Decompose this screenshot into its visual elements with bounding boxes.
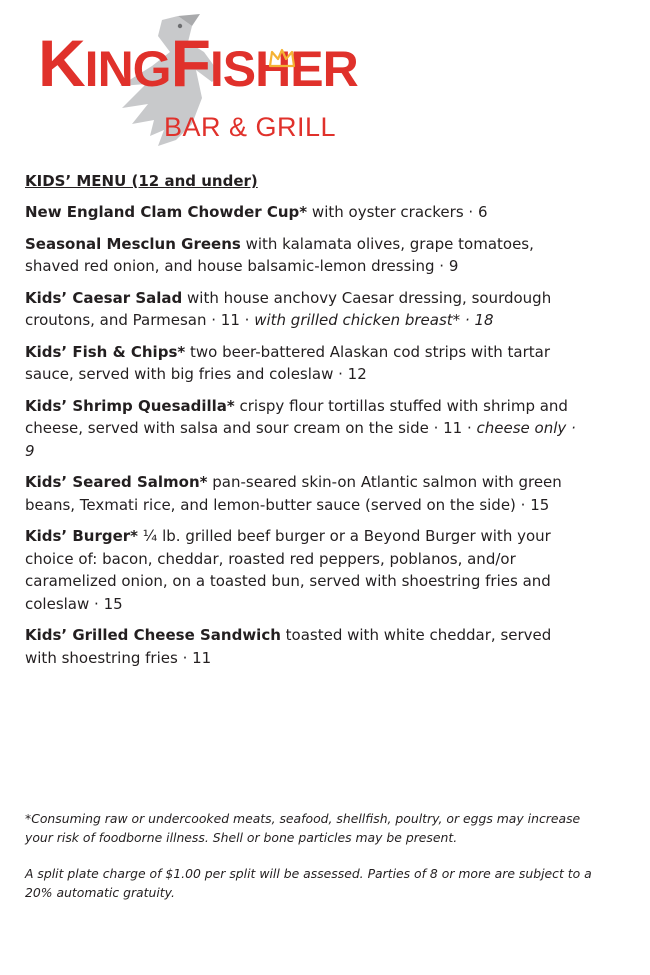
item-description: with oyster crackers · 6 — [307, 203, 488, 221]
menu-item — [25, 233, 585, 278]
consumption-advisory: *Consuming raw or undercooked meats, seafood, shellfish, poultry, or eggs may increase your risk of foodborne illness. Shell or bone particles may be present. — [25, 811, 581, 845]
item-name: Kids’ Burger* — [25, 527, 139, 545]
menu-title: KIDS’ MENU (12 and under) — [25, 172, 258, 190]
item-description: pan-seared skin-on Atlantic salmon with green beans, Texmati rice, and lemon-butter sauce (served on the side) · 15 — [25, 473, 562, 514]
brand-wordmark: KINGFISHER — [38, 26, 358, 100]
crown-icon — [268, 48, 296, 70]
brand-subtitle: BAR & GRILL — [164, 112, 337, 142]
item-option: cheese only · 9 — [25, 419, 576, 460]
menu-item — [25, 341, 585, 386]
item-name: Seasonal Mesclun Greens — [25, 234, 241, 253]
menu-item — [25, 201, 585, 224]
item-name: Kids’ Caesar Salad — [25, 288, 183, 307]
item-option: with grilled chicken breast* · 18 — [254, 311, 494, 329]
menu-item — [25, 471, 585, 516]
kingfisher-logo — [32, 12, 358, 152]
item-name: New England Clam Chowder Cup* — [25, 203, 308, 221]
kids-menu — [25, 170, 585, 678]
menu-item — [25, 395, 585, 463]
menu-item — [25, 624, 585, 669]
footnotes — [25, 810, 600, 920]
item-description: crispy flour tortillas stuffed with shrimp and cheese, served with salsa and sour cream on the side · 11 · — [25, 396, 568, 437]
item-description: two beer-battered Alaskan cod strips with tartar sauce, served with big fries and coleslaw · 12 — [25, 342, 550, 383]
menu-item — [25, 287, 585, 332]
item-name: Kids’ Grilled Cheese Sandwich — [25, 626, 281, 644]
item-description: with house anchovy Caesar dressing, sourdough croutons, and Parmesan · 11 · — [25, 288, 552, 329]
item-description: toasted with white cheddar, served with shoestring fries · 11 — [25, 626, 552, 667]
item-name: Kids’ Shrimp Quesadilla* — [25, 396, 235, 415]
item-name: Kids’ Fish & Chips* — [25, 342, 186, 361]
item-description: with kalamata olives, grape tomatoes, shaved red onion, and house balsamic-lemon dressing · 9 — [25, 234, 534, 275]
item-description: ¼ lb. grilled beef burger or a Beyond Burger with your choice of: bacon, cheddar, roasted red peppers, poblanos, and/or caramelized onion, on a toasted bun, served with shoestring fries and coleslaw · 15 — [25, 527, 551, 613]
menu-item — [25, 525, 585, 615]
split-plate-note: A split plate charge of $1.00 per split will be assessed. Parties of 8 or more are subject to a 20% automatic gratuity. — [25, 866, 592, 900]
item-name: Kids’ Seared Salmon* — [25, 473, 208, 491]
